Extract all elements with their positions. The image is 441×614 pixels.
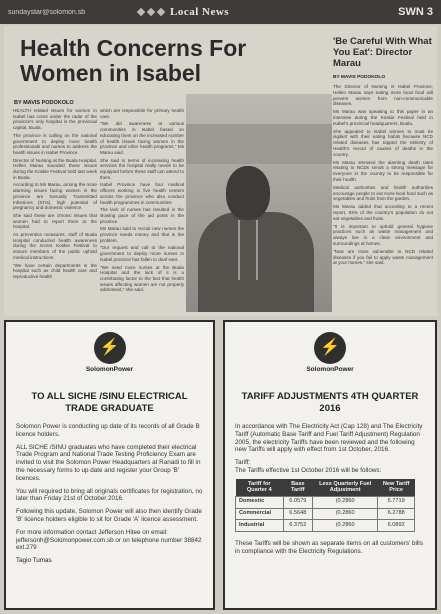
paragraph: According to Ms Marau, among the more alarming issues facing women in the province are Sexually Transmitted Infections (STIs), high potential of pregnancy and domestic violence.: [13, 182, 97, 211]
paragraph: "We need more nurses at the Buala Hospital and the lack of it is a contributing factor to the fact that health issues affecting women are not properly addressed," she said.: [100, 264, 184, 293]
paragraph: You will required to bring all originals certificates for registration, no later than Friday 21st of October 2016.: [16, 487, 203, 503]
paragraph: She appealed to Isabel women to must be vigilant with their eating habits because NCD related diseases has topped the Ministry of Health's record of causes of deaths in the country.: [333, 128, 433, 157]
column-header: Tariff for Quarter 4: [236, 479, 284, 497]
table-cell: 6.0892: [378, 520, 415, 532]
table-cell: (0.2860: [313, 520, 378, 532]
tariff-footer: These Tariffs will be shown as separate items on all customers' bills in compliance with the Electricity Regulations.: [235, 540, 423, 555]
paragraph: Isabel Province have four medical officers working in five health centers across the province who also conduct health programmes in communities.: [100, 182, 184, 205]
paragraph: ALL SICHE /SINU graduates who have completed their electrical Trade Program and National Trade Testing Proficiency Exam are invited to visit the Solomon Power Headquarters at Ranadi to fill in the necessary forms to up date and register your Group 'B' licences.: [16, 443, 201, 482]
graduate-notice-ad: [4, 320, 215, 610]
paragraph: The lack of nurses has resulted in the slowing pace of the aid posts in the province.: [100, 207, 184, 224]
paragraph: "We did awareness at various communities in Isabel based on educating them on the increased number of health issues facing women in the province and other health programs," Ms Marau said.: [100, 121, 184, 155]
column-header: New Tariff Price: [378, 479, 415, 497]
tariff-heading: Tariff:: [235, 459, 251, 467]
solomon-power-logo: [16, 332, 203, 373]
article-photo: [186, 94, 332, 312]
paragraph: HEALTH related issues for women in Isabel has come under the radar of the province's only hospital in the provincial capital, Buala.: [13, 108, 97, 131]
lightning-bolt-icon: ⚡: [314, 332, 346, 364]
tariff-adjustment-ad: [223, 320, 437, 610]
table-cell: (0.2860: [313, 508, 378, 520]
paragraph: Director of Nursing at the Buala Hospital, Hellen Marau sounded these issues during the Koskie Festival held last week in Buala.: [13, 157, 97, 180]
table-row: [236, 496, 415, 508]
page-header: [0, 0, 441, 24]
main-article: [4, 26, 437, 316]
sidebar-byline: BY MAVIS PODOKOLO: [333, 75, 386, 80]
solomon-power-logo: [235, 332, 425, 373]
paragraph: The province is calling on the national government to deploy more health professionals and nurses to address the health issues in Isabel Province.: [13, 132, 97, 155]
notice-title: TO ALL SICHE /SINU ELECTRICAL TRADE GRADUATE: [31, 391, 188, 414]
photo-lanyard: [238, 220, 258, 280]
paragraph: Ms Marau said to recruit new nurses the province needs money and that is the problem.: [100, 226, 184, 243]
paragraph: "We have certain departments in the hospital such as child health care and reproductive health: [13, 262, 97, 279]
article-column-1: [13, 108, 97, 282]
paragraph: Ms Marau was speaking to this paper in an interview during the Koskie Festival held in Isabel's provincial headquarters, Buala.: [333, 109, 433, 126]
paragraph: "It is important to uphold general hygiene practices such as waste management and always live in a clean environment and surroundings at homes.: [333, 223, 433, 246]
paragraph: She said these are chronic issues that women had to report them to the hospital.: [13, 212, 97, 230]
page-number: SWN 3: [398, 6, 433, 18]
logo-name: SolomonPower: [306, 366, 354, 373]
diamond-ornament: [138, 9, 164, 15]
paragraph: Ms Marau added that according to a recent report, 93% of the country's population do not eat vegetables and fruits.: [333, 204, 433, 221]
section-title: Local News: [170, 6, 230, 18]
notice-body: [16, 423, 203, 552]
photo-person-head: [226, 166, 270, 220]
column-header: Less Quarterly Fuel Adjustment: [313, 479, 378, 497]
table-row: [236, 508, 415, 520]
article-column-2: [100, 108, 184, 295]
paragraph: "Now are more vulnerable to NCD related diseases if you fail to apply waste management at your homes," she said.: [333, 248, 433, 266]
table-cell: Commercial: [236, 508, 284, 520]
tariff-title: TARIFF ADJUSTMENTS 4TH QUARTER 2016: [241, 391, 419, 414]
table-cell: Industrial: [236, 520, 284, 532]
table-row: [236, 520, 415, 532]
article-byline: BY MAVIS PODOKOLO: [14, 100, 74, 106]
table-header-row: [236, 479, 415, 497]
table-cell: 5.7719: [378, 496, 415, 508]
paragraph: Solomon Power is conducting up date of its records of all Grade B licence holders.: [16, 423, 200, 438]
table-cell: 6.5648: [283, 508, 313, 520]
paragraph: She said in terms of increasing health services the hospital really needs to be equipped before these staff can attend to them.: [100, 157, 184, 180]
tariff-body: [235, 423, 425, 556]
table-cell: 6.3752: [283, 520, 313, 532]
sidebar-headline: 'Be Careful With What You Eat': Director Marau: [333, 36, 432, 69]
sidebar-article: [333, 36, 433, 268]
paragraph: which are responsible for primary health care.: [100, 108, 184, 119]
table-cell: 6.2788: [378, 508, 415, 520]
paragraph: For more information contact Jefferson Hitee on email: jeffersonh@Solomonpower.com.sb or on telephone number 38842 ext.279: [16, 528, 202, 552]
paragraph: The Director of Nursing in Isabel Province, Hellen Marau says eating more local food will prevent women from non-communicable diseases.: [333, 84, 433, 107]
paragraph: Medical authorities and health authorities encourage people to eat more local food such as vegetables and fruits from the garden.: [333, 184, 433, 202]
paragraph: As prevention measures, staff of Buala Hospital conducted health awareness during the recent Koskie Festival to ensure members of the public uphold medical instructions.: [13, 232, 97, 260]
paragraph: Ms Marau stressed the alarming death rates relating to NCDs sends a strong message for everyone in the country to be responsible for their health.: [333, 159, 433, 182]
table-cell: (0.2860: [313, 496, 378, 508]
photo-background-tent: [186, 124, 332, 164]
tariff-table: [235, 479, 415, 532]
logo-name: SolomonPower: [85, 366, 134, 373]
lightning-bolt-icon: ⚡: [94, 332, 126, 364]
table-cell: 6.0579: [283, 496, 313, 508]
paragraph: Following this update, Solomon Power will also then identify Grade 'B' licence holders eligible to sit for Grade 'A' licence assessment.: [16, 508, 202, 523]
table-cell: Domestic: [236, 496, 284, 508]
tariff-subheading: The Tariffs effective 1st October 2016 will be follows:: [235, 466, 382, 474]
newspaper-email: sundaystar@solomon.sb: [8, 8, 86, 16]
sidebar-body: [333, 84, 433, 266]
signature: Tagio Tumas: [16, 557, 52, 565]
column-header: Base Tariff: [283, 479, 313, 497]
article-headline: Health Concerns For Women in Isabel: [20, 35, 247, 86]
paragraph: "Our request and call to the national government to deploy more nurses in Isabel province has fallen to deaf ears.: [100, 245, 184, 262]
paragraph: In accordance with The Electricity Act (Cap 128) and The Electricity Tariff (Automatic Base Tariff and Fuel Tariff Adjustment) Regulation 2005, the electricity Tariffs have been reviewed and the following new Tariffs will apply with effect from 1st October, 2016.: [235, 423, 423, 454]
